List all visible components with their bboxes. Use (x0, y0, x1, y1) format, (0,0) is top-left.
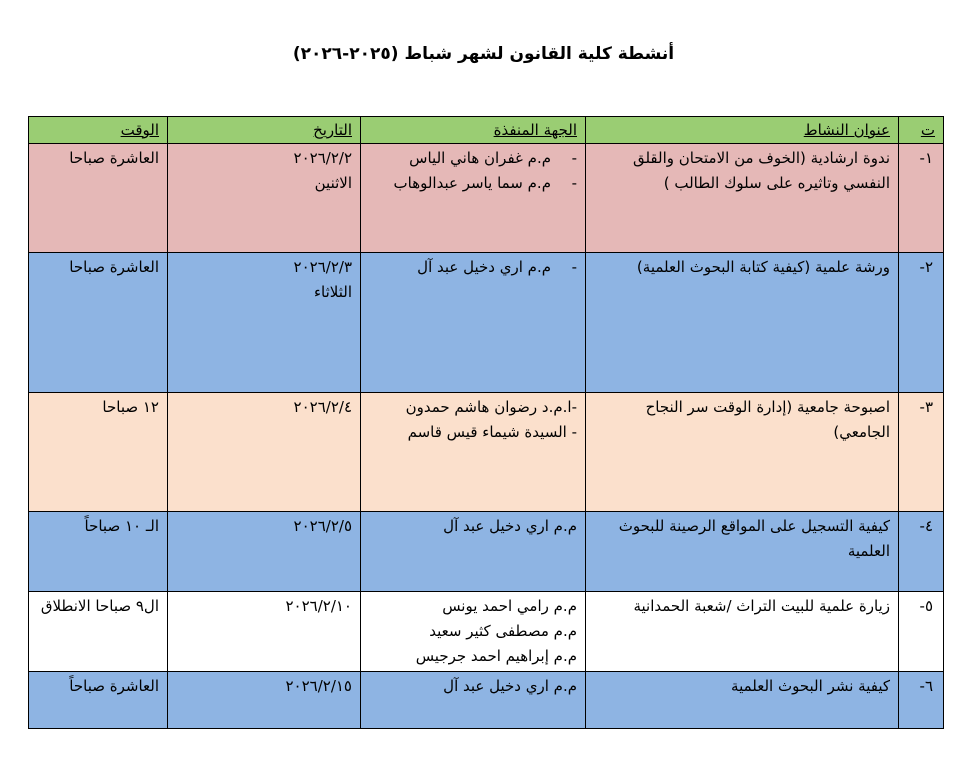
date-cell: ٢٠٢٦/٢/٤ (168, 393, 361, 512)
row-number: ٥- (899, 592, 944, 672)
table-row (29, 393, 944, 512)
time-cell: العاشرة صباحا (29, 253, 168, 393)
date-value: ٢٠٢٦/٢/٢ (293, 149, 352, 167)
activities-table (28, 116, 944, 729)
table-row (29, 253, 944, 393)
day-value: الثلاثاء (313, 283, 352, 301)
activity-title: كيفية نشر البحوث العلمية (586, 672, 899, 729)
activity-title: كيفية التسجيل على المواقع الرصينة للبحوث العلمية (586, 512, 899, 592)
organizer-name: - م.م غفران هاني الياس (369, 146, 551, 171)
activity-title: اصبوحة جامعية (إدارة الوقت سر النجاح الجامعي) (586, 393, 899, 512)
table-row (29, 592, 944, 672)
organizer-cell (361, 144, 586, 253)
date-cell: ٢٠٢٦/٢/٥ (168, 512, 361, 592)
time-cell: العاشرة صباحاً (29, 672, 168, 729)
row-number: ٦- (899, 672, 944, 729)
day-value: الاثنين (314, 174, 352, 192)
time-cell: ١٢ صباحا (29, 393, 168, 512)
activity-title: زيارة علمية للبيت التراث /شعبة الحمدانية (586, 592, 899, 672)
activity-title: ندوة ارشادية (الخوف من الامتحان والقلق النفسي وتاثيره على سلوك الطالب ) (586, 144, 899, 253)
table-row (29, 512, 944, 592)
date-value: ٢٠٢٦/٢/٣ (293, 258, 352, 276)
header-num: ت (899, 117, 944, 144)
row-number: ٢- (899, 253, 944, 393)
page-title: أنشطة كلية القانون لشهر شباط (٢٠٢٥-٢٠٢٦) (292, 44, 675, 64)
organizer-cell (361, 672, 586, 729)
row-number: ١- (899, 144, 944, 253)
date-cell: ٢٠٢٦/٢/١٥ (168, 672, 361, 729)
time-cell: العاشرة صباحا (29, 144, 168, 253)
row-number: ٣- (899, 393, 944, 512)
organizer-cell (361, 592, 586, 672)
table-row (29, 672, 944, 729)
organizer-name: - السيدة شيماء قيس قاسم (407, 423, 577, 441)
header-row (29, 117, 944, 144)
row-number: ٤- (899, 512, 944, 592)
organizer-name: م.م مصطفى كثير سعيد (429, 622, 577, 640)
table-row (29, 144, 944, 253)
organizer-name: - م.م اري دخيل عبد آل (369, 255, 551, 280)
time-cell: الـ ١٠ صباحاً (29, 512, 168, 592)
date-cell (168, 253, 361, 393)
header-time: الوقت (29, 117, 168, 144)
organizer-cell (361, 253, 586, 393)
organizer-cell (361, 512, 586, 592)
header-activity: عنوان النشاط (586, 117, 899, 144)
organizer-name: م.م رامي احمد يونس (442, 597, 577, 615)
organizer-cell (361, 393, 586, 512)
organizer-name: م.م إبراهيم احمد جرجيس (415, 647, 577, 665)
time-cell: ال٩ صباحا الانطلاق (29, 592, 168, 672)
organizer-name: م.م اري دخيل عبد آل (443, 517, 577, 535)
organizer-name: - م.م سما ياسر عبدالوهاب (369, 171, 551, 196)
date-cell: ٢٠٢٦/٢/١٠ (168, 592, 361, 672)
header-organizer: الجهة المنفذة (361, 117, 586, 144)
header-date: التاريخ (168, 117, 361, 144)
organizer-name: -ا.م.د رضوان هاشم حمدون (405, 398, 577, 416)
date-cell (168, 144, 361, 253)
activity-title: ورشة علمية (كيفية كتابة البحوث العلمية) (586, 253, 899, 393)
organizer-name: م.م اري دخيل عبد آل (443, 677, 577, 695)
